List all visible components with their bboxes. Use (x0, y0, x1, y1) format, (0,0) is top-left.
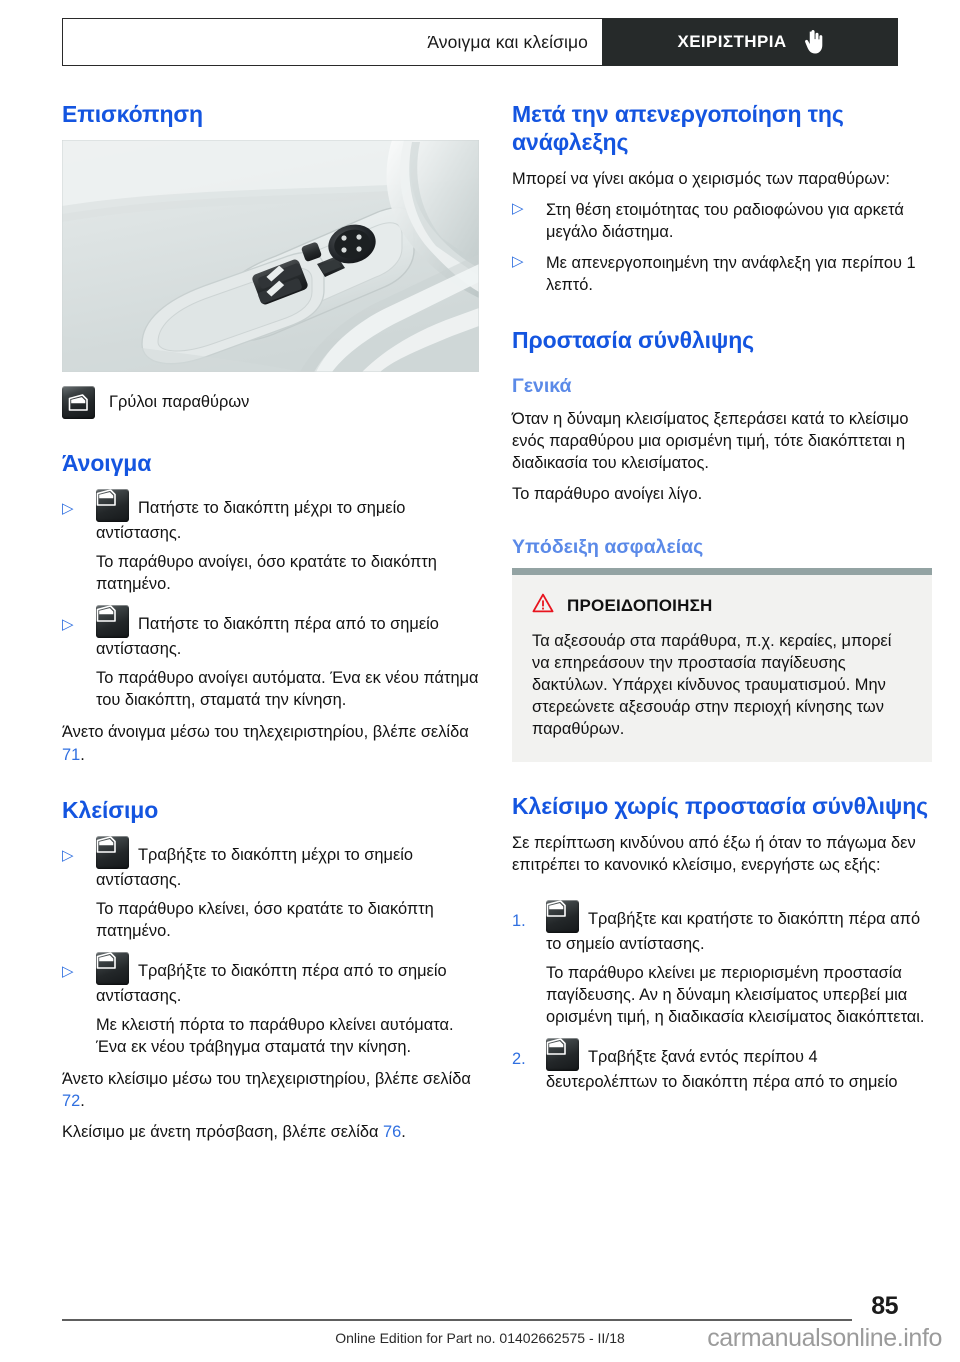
warning-text: Τα αξεσουάρ στα παράθυρα, π.χ. κεραίες, μπορεί να επηρεάσουν την προστασία παγίδευσης δακτύλων. Υπάρχει κίνδυνος τραυματισμού. Μην στερεώνετε αξεσουάρ στην περιοχή κίνησης των παραθύρων. (532, 632, 892, 739)
window-switch-icon (62, 386, 95, 419)
number-marker: 2. (512, 1049, 526, 1068)
bullet-marker: ▷ (62, 616, 74, 634)
warning-header (532, 593, 912, 618)
left-column (62, 100, 482, 1152)
figure-caption-text: Γρύλοι παραθύρων (109, 393, 250, 412)
bullet-marker: ▷ (62, 846, 74, 864)
list-item (62, 605, 482, 660)
window-switch-icon (546, 900, 579, 933)
general-paragraph-2: Το παράθυρο ανοίγει λίγο. (512, 484, 703, 503)
chapter-title: Άνοιγμα και κλείσιμο (427, 31, 588, 52)
list-item (512, 252, 932, 296)
close-note-2-prefix: Κλείσιμο με άνετη πρόσβαση, βλέπε σελίδα (62, 1123, 383, 1142)
bullet-marker: ▷ (62, 500, 74, 518)
warning-title: ΠΡΟΕΙΔΟΠΟΙΗΣΗ (567, 595, 713, 615)
list-item-text: Πατήστε το διακόπτη πέρα από το σημείο αντίστασης. (96, 615, 439, 659)
ignition-intro: Μπορεί να γίνει ακόμα ο χειρισμός των παραθύρων: (512, 170, 890, 189)
close-note-1-suffix: . (80, 1092, 85, 1111)
page-number: 85 (871, 1292, 898, 1320)
close-note-2-suffix: . (401, 1123, 406, 1142)
list-item-body (96, 489, 482, 544)
window-switch-icon (96, 952, 129, 985)
page-header (62, 18, 898, 66)
general-paragraph-1: Όταν η δύναμη κλεισίματος ξεπεράσει κατά το κλείσιμο ενός παραθύρου μια ορισμένη τιμή, τότε διακόπτεται η διαδικασία του κλεισίματος. (512, 409, 909, 472)
list-item-detail: Το παράθυρο ανοίγει αυτόματα. Ένα εκ νέου πάτημα του διακόπτη, σταματά την κίνηση. (96, 669, 479, 710)
list-item-text: Τραβήξτε το διακόπτη πέρα από το σημείο αντίστασης. (96, 961, 447, 1005)
door-panel-figure (62, 140, 479, 372)
close-heading: Κλείσιμο (62, 796, 159, 823)
list-item-body (96, 836, 482, 891)
list-item-body (96, 605, 482, 660)
open-note-suffix: . (80, 745, 85, 764)
footer-divider (62, 1319, 852, 1321)
open-note-prefix: Άνετο άνοιγμα μέσω του τηλεχειριστηρίου, βλέπε σελίδα (62, 723, 469, 742)
bullet-marker: ▷ (512, 253, 524, 271)
noprotect-intro: Σε περίπτωση κινδύνου από έξω ή όταν το πάγωμα δεν επιτρέπει το κανονικό κλείσιμο, ενεργήστε ως εξής: (512, 834, 916, 875)
safety-subheading: Υπόδειξη ασφαλείας (512, 535, 704, 558)
watermark: carmanualsonline.info (707, 1324, 942, 1352)
window-switch-icon (96, 836, 129, 869)
right-column (512, 100, 932, 1095)
bullet-marker: ▷ (512, 200, 524, 218)
list-item-text: Τραβήξτε ξανά εντός περίπου 4 δευτερολέπτων το διακόπτη πέρα από το σημείο (546, 1047, 898, 1091)
open-heading: Άνοιγμα (62, 450, 152, 477)
protection-heading: Προστασία σύνθλιψης (512, 327, 755, 354)
list-item-text: Τραβήξτε το διακόπτη μέχρι το σημείο αντίστασης. (96, 845, 414, 889)
window-switch-icon (96, 489, 129, 522)
page-reference-link[interactable]: 76 (383, 1123, 402, 1142)
edition-line: Online Edition for Part no. 01402662575 - II/18 (335, 1330, 625, 1346)
noprotect-heading: Κλείσιμο χωρίς προστασία σύνθλιψης (512, 793, 929, 820)
list-item-body (546, 900, 932, 955)
list-item-text: Πατήστε το διακόπτη μέχρι το σημείο αντίστασης. (96, 499, 406, 543)
close-note-1 (62, 1068, 482, 1112)
close-note-2 (62, 1121, 482, 1143)
list-item-detail: Το παράθυρο κλείνει, όσο κρατάτε το διακόπτη πατημένο. (96, 899, 434, 940)
ignition-heading: Μετά την απενεργοποίηση της ανάφλεξης (512, 101, 844, 156)
section-tab[interactable] (602, 18, 898, 66)
window-switch-icon (546, 1038, 579, 1071)
open-note (62, 721, 482, 765)
list-item-text: Με απενεργοποιημένη την ανάφλεξη για περίπου 1 λεπτό. (546, 254, 916, 295)
list-item-detail: Το παράθυρο ανοίγει, όσο κρατάτε το διακόπτη πατημένο. (96, 553, 437, 594)
overview-heading: Επισκόπηση (62, 101, 203, 127)
page-reference-link[interactable]: 72 (62, 1092, 81, 1111)
bullet-marker: ▷ (62, 962, 74, 980)
list-item-body (546, 1038, 932, 1093)
pointing-hand-icon (803, 30, 823, 54)
section-tab-label: ΧΕΙΡΙΣΤΗΡΙΑ (677, 32, 787, 51)
list-item-text: Στη θέση ετοιμότητας του ραδιοφώνου για αρκετά μεγάλο διάστημα. (546, 201, 904, 242)
list-item (512, 900, 932, 955)
figure-caption-row (62, 386, 482, 419)
list-item (62, 836, 482, 891)
page-reference-link[interactable]: 71 (62, 745, 81, 764)
list-item-text: Τραβήξτε και κρατήστε το διακόπτη πέρα από το σημείο αντίστασης. (546, 909, 921, 953)
list-item-detail: Με κλειστή πόρτα το παράθυρο κλείνει αυτόματα. Ένα εκ νέου τράβηγμα σταματά την κίνηση. (96, 1015, 454, 1056)
list-item-body (96, 952, 482, 1007)
list-item (512, 1038, 932, 1093)
warning-triangle-icon (532, 593, 554, 618)
list-item (62, 952, 482, 1007)
window-switch-icon (96, 605, 129, 638)
list-item (512, 199, 932, 243)
warning-box (512, 568, 932, 762)
chapter-title-box (62, 18, 602, 66)
list-item (62, 489, 482, 544)
number-marker: 1. (512, 911, 526, 930)
general-subheading: Γενικά (512, 375, 572, 398)
close-note-1-prefix: Άνετο κλείσιμο μέσω του τηλεχειριστηρίου, βλέπε σελίδα (62, 1070, 471, 1089)
list-item-detail: Το παράθυρο κλείνει με περιορισμένη προστασία παγίδευσης. Αν η δύναμη κλεισίματος υπερβεί μια ορισμένη τιμή, η διαδικασία κλεισίματος διακόπτεται. (546, 963, 925, 1026)
